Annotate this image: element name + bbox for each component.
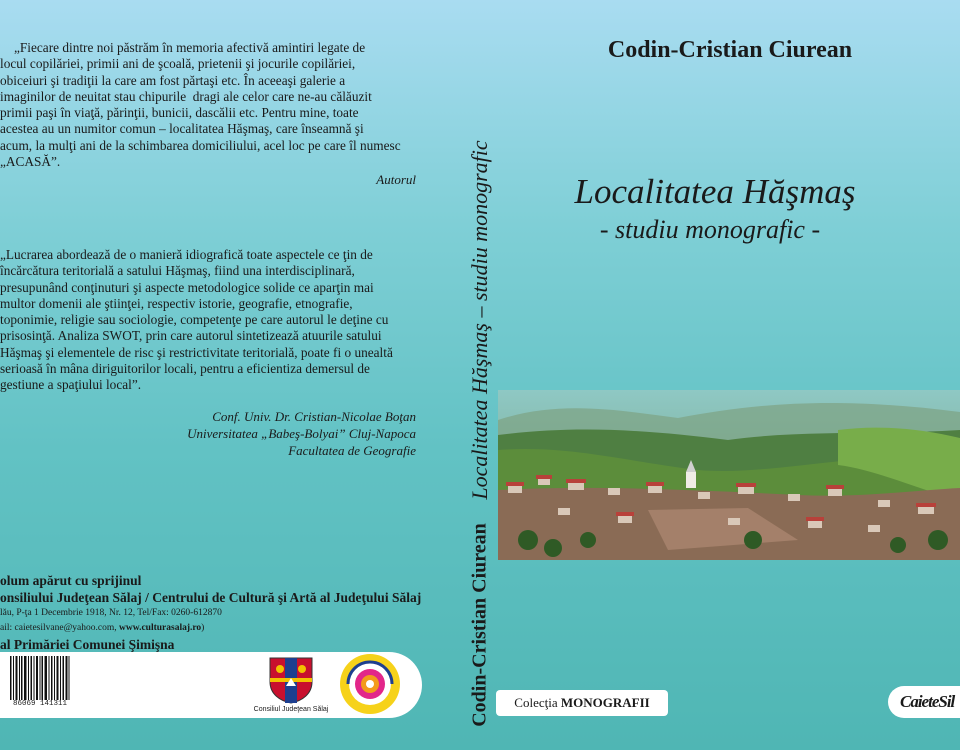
reviewer-faculty: Facultatea de Geografie xyxy=(288,443,416,458)
support-credits xyxy=(0,572,440,653)
culture-center-logo-icon xyxy=(338,652,402,716)
review-signature xyxy=(187,408,416,459)
review-quote: „Lucrarea abordează de o manieră idiografică toate aspectele ce ţin de încărcătura teritorială a satului Hăşmaş, fiind una interdisciplinară, presupunând conţinuturi şi aspecte metodologice solide ce aparţin mai multor domenii ale ştiinţei, respectiv istorie, geografie, etnografie, toponimie, religie sau sociologie, competenţe pe care autorul le deţine cu prisosinţă. Analiza SWOT, prin care autorul sintetizează atuurile satului Hăşmaş şi elementele de risc şi restrictivitate teritorială, poate fi o unealtă serioasă în mâna diriguitorilor locali, pentru a eficientiza demersul de gestiune a spaţiului local”. xyxy=(0,247,393,393)
barcode-number: 86069 141311 xyxy=(12,700,67,708)
barcode-bars xyxy=(10,656,70,700)
village-photo xyxy=(498,390,960,560)
publisher-logo: CaieteSil xyxy=(888,686,960,718)
county-crest-icon xyxy=(266,656,316,704)
county-council-label: Consiliul Judeţean Sălaj xyxy=(253,706,329,713)
reviewer-university: Universitatea „Babeş-Bolyai” Cluj-Napoca xyxy=(187,426,416,441)
collection-label: Colecţia MONOGRAFII xyxy=(496,690,668,716)
front-title: Localitatea Hăşmaş xyxy=(574,172,856,211)
spine-title: Localitatea Hăşmaş – studiu monografic xyxy=(467,140,492,500)
back-cover xyxy=(0,0,440,750)
support-contact: ail: caietesilvane@yahoo.com, www.culturasalaj.ro) xyxy=(0,623,205,633)
barcode xyxy=(10,656,70,714)
support-line-1: olum apărut cu sprijinul xyxy=(0,573,142,588)
support-line-5: al Primăriei Comunei Şimişna xyxy=(0,637,175,652)
reviewer-name: Conf. Univ. Dr. Cristian-Nicolae Boţan xyxy=(212,409,416,424)
front-subtitle: - studiu monografic - xyxy=(599,215,821,244)
author-quote-attribution: Autorul xyxy=(376,172,416,187)
front-author: Codin-Cristian Ciurean xyxy=(607,37,853,63)
spine-author: Codin-Cristian Ciurean xyxy=(468,523,491,727)
collection-name: MONOGRAFII xyxy=(560,695,650,710)
author-quote: „Fiecare dintre noi păstrăm în memoria afectivă amintiri legate de locul copilăriei, primii ani de şcoală, prietenii şi jocurile copilăriei, obiceiuri şi tradiţii la care am fost părtaşi etc. În aceeaşi galerie a imaginilor de neuitat stau chipurile dragi ale celor care ne-au călăuzit primii paşi în viaţă, părinţii, bunicii, dascălii etc. Pentru mine, toate acestea au un numitor comun – localitatea Hăşmaş, care înseamnă şi acum, la mulţi ani de la schimbarea domiciliului, acel loc pe care îl numesc „ACASĂ”. xyxy=(0,40,401,170)
support-line-2: onsiliului Judeţean Sălaj / Centrului de Cultură şi Artă al Judeţului Sălaj xyxy=(0,590,422,605)
support-address: lău, P-ţa 1 Decembrie 1918, Nr. 12, Tel/Fax: 0260-612870 xyxy=(0,608,222,618)
website-link: www.culturasalaj.ro xyxy=(119,623,202,633)
